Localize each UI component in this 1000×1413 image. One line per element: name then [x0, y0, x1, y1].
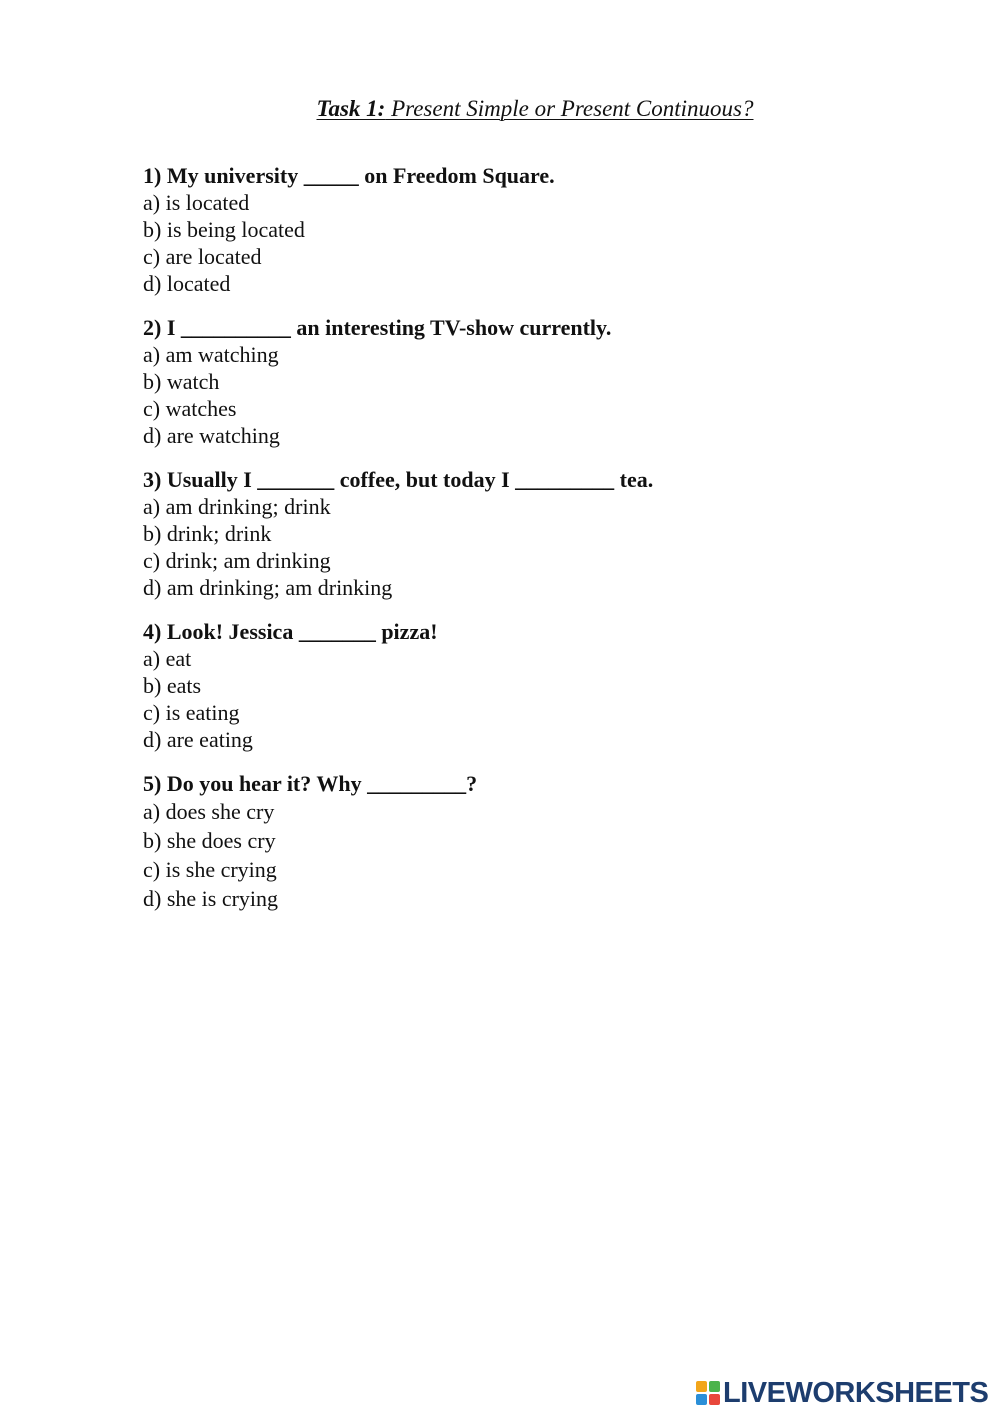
option-d: d) are watching [143, 423, 280, 448]
option-a: a) am watching [143, 342, 279, 367]
option-d: d) located [143, 271, 231, 296]
logo-mark-cell [709, 1394, 720, 1405]
question-1 [143, 162, 555, 297]
option-c: c) is she crying [143, 857, 277, 882]
option-a: a) does she cry [143, 799, 275, 824]
task-title [0, 94, 1000, 124]
question-5 [143, 770, 477, 913]
option-d: d) am drinking; am drinking [143, 575, 393, 600]
option-b: b) she does cry [143, 828, 276, 853]
question-text: 1) My university _____ on Freedom Square. [143, 163, 555, 188]
question-3 [143, 466, 653, 601]
logo-mark-cell [696, 1381, 707, 1392]
option-d: d) she is crying [143, 886, 279, 911]
option-b: b) eats [143, 673, 202, 698]
option-c: c) watches [143, 396, 237, 421]
task-label: Task 1: [316, 96, 386, 121]
logo-mark-icon [696, 1381, 720, 1405]
option-b: b) is being located [143, 217, 305, 242]
question-text: 5) Do you hear it? Why _________? [143, 771, 478, 796]
option-c: c) is eating [143, 700, 240, 725]
question-text: 3) Usually I _______ coffee, but today I _________ tea. [143, 467, 654, 492]
option-d: d) are eating [143, 727, 253, 752]
task-title-text: Present Simple or Present Continuous? [385, 96, 754, 121]
option-a: a) am drinking; drink [143, 494, 331, 519]
option-c: c) are located [143, 244, 262, 269]
option-c: c) drink; am drinking [143, 548, 331, 573]
logo-mark-cell [709, 1381, 720, 1392]
logo-text: LIVEWORKSHEETS [723, 1377, 989, 1409]
option-a: a) eat [143, 646, 192, 671]
logo-mark-cell [696, 1394, 707, 1405]
option-b: b) watch [143, 369, 220, 394]
question-text: 4) Look! Jessica _______ pizza! [143, 619, 438, 644]
option-a: a) is located [143, 190, 250, 215]
question-text: 2) I __________ an interesting TV-show currently. [143, 315, 612, 340]
liveworksheets-logo [696, 1376, 988, 1410]
question-2 [143, 314, 611, 449]
option-b: b) drink; drink [143, 521, 272, 546]
question-4 [143, 618, 438, 753]
